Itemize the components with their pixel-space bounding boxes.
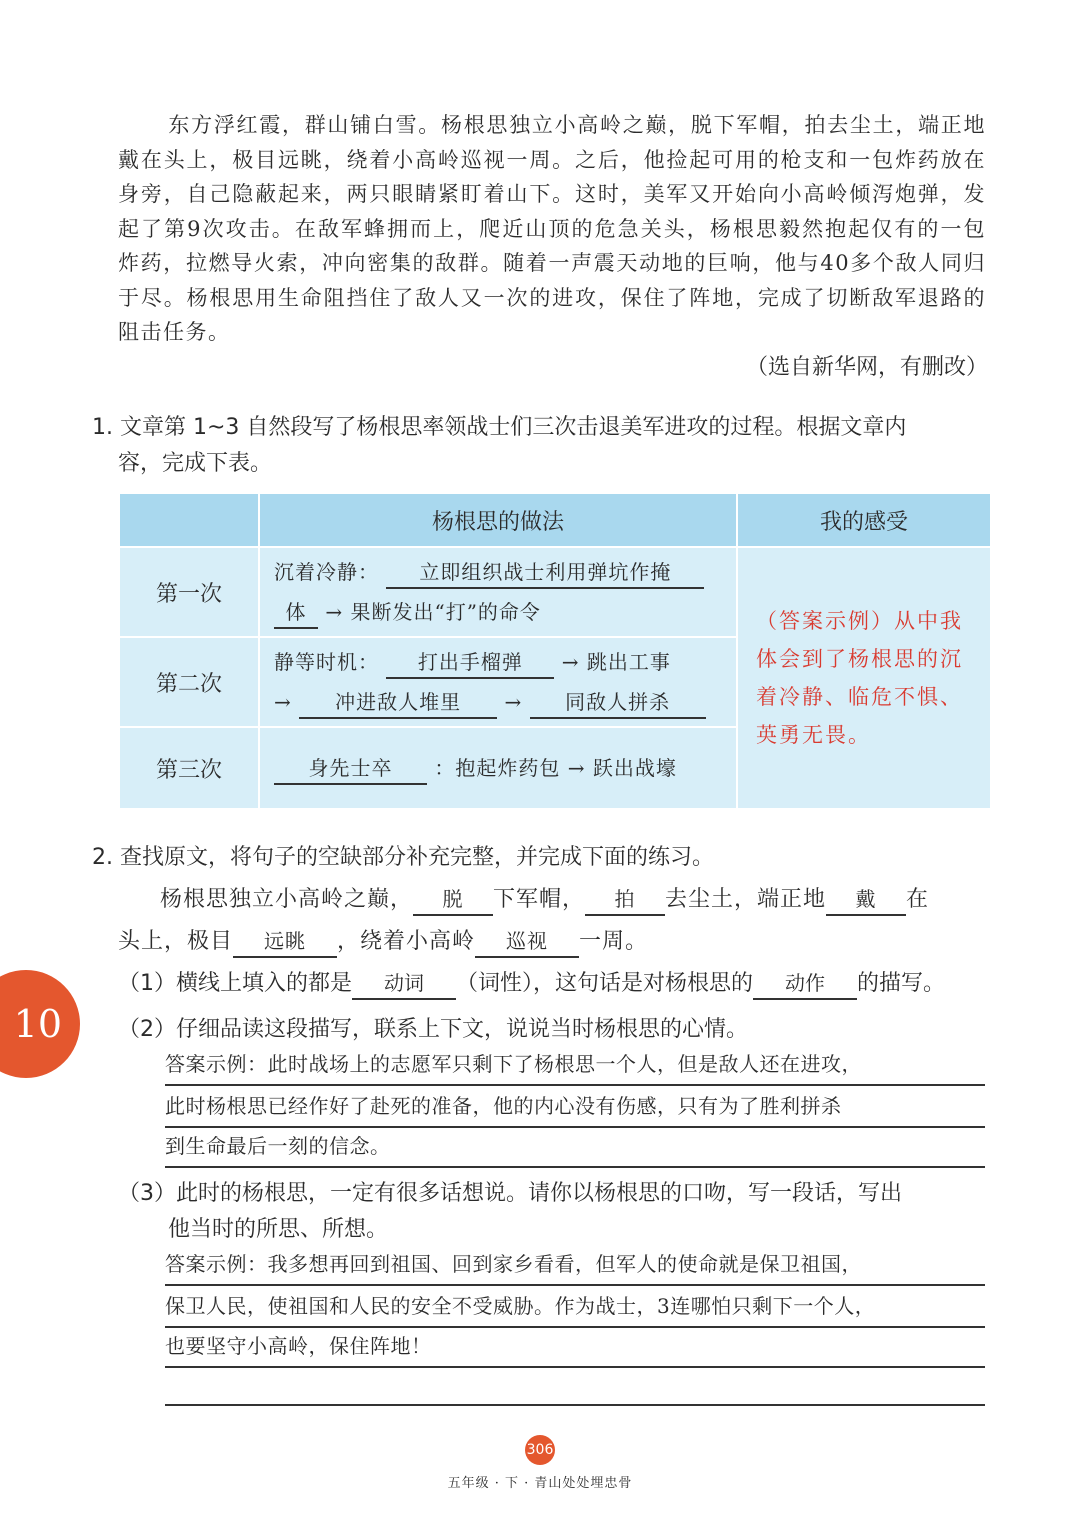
arrow-icon: → bbox=[274, 690, 292, 714]
cloze-line-1 bbox=[160, 882, 929, 916]
cloze-text: 在 bbox=[906, 887, 930, 912]
sub-text: （词性），这句话是对杨根思的 bbox=[456, 971, 754, 996]
unit-tab-badge: 10 bbox=[0, 970, 80, 1078]
answer-blank: 身先士卒 bbox=[274, 753, 427, 785]
cloze-text: 去尘土，端正地 bbox=[665, 887, 827, 912]
cloze-text: ，绕着小高岭 bbox=[337, 929, 476, 954]
answer-blank: 同敌人拼杀 bbox=[530, 687, 706, 719]
question-1-line-1: 1. 文章第 1~3 自然段写了杨根思率领战士们三次击退美军进攻的过程。根据文章内 bbox=[92, 415, 907, 440]
cloze-blank: 戴 bbox=[826, 884, 906, 916]
sub-question-3-line-2: 他当时的所思、所想。 bbox=[168, 1217, 389, 1242]
cloze-text: 头上，极目 bbox=[118, 929, 234, 954]
answer-line: 答案示例：此时战场上的志愿军只剩下了杨根思一个人，但是敌人还在进攻， bbox=[165, 1044, 985, 1086]
sub-question-2-prompt: （2）仔细品读这段描写，联系上下文，说说当时杨根思的心情。 bbox=[118, 1017, 748, 1042]
row-method bbox=[259, 727, 737, 809]
method-mid: → 跳出工事 bbox=[561, 650, 671, 674]
answer-line: 到生命最后一刻的信念。 bbox=[165, 1126, 985, 1168]
cloze-blank: 脱 bbox=[413, 884, 493, 916]
answer-line: 答案示例：我多想再回到祖国、回到家乡看看，但军人的使命就是保卫祖国， bbox=[165, 1244, 985, 1286]
row-method bbox=[259, 547, 737, 637]
table-header-feeling: 我的感受 bbox=[737, 493, 991, 547]
passage-paragraph: 东方浮红霞，群山铺白雪。杨根思独立小高岭之巅，脱下军帽，拍去尘土，端正地戴在头上，极目远眺，绕着小高岭巡视一周。之后，他捡起可用的枪支和一包炸药放在身旁，自己隐蔽起来，两只眼睛紧盯着山下。这时，美军又开始向小高岭倾泻炮弹，发起了第9次攻击。在敌军蜂拥而上，爬近山顶的危急关头，杨根思毅然抱起仅有的一包炸药，拉燃导火索，冲向密集的敌群。随着一声震天动地的巨响，他与40多个敌人同归于尽。杨根思用生命阻挡住了敌人又一次的进攻，保住了阵地，完成了切断敌军退路的阻击任务。 bbox=[118, 113, 986, 344]
table-header-row bbox=[119, 493, 991, 547]
sub-blank: 动词 bbox=[352, 968, 456, 1000]
question-1 bbox=[92, 410, 992, 482]
page-footer: 五年级 · 下 · 青山处处埋忠骨 bbox=[447, 1476, 633, 1491]
row-label: 第二次 bbox=[119, 637, 259, 727]
cloze-line-2 bbox=[118, 924, 648, 958]
table-row bbox=[119, 547, 991, 637]
sub-blank: 动作 bbox=[753, 968, 857, 1000]
sub-text: 的描写。 bbox=[857, 971, 946, 996]
method-lead: 静等时机： bbox=[274, 650, 379, 674]
row-label: 第三次 bbox=[119, 727, 259, 809]
answer-table bbox=[118, 492, 992, 810]
sub-question-1 bbox=[118, 966, 998, 1002]
sub-question-3-line-1: （3）此时的杨根思，一定有很多话想说。请你以杨根思的口吻，写一段话，写出 bbox=[118, 1181, 902, 1206]
answer-blank: 立即组织战士利用弹坑作掩 bbox=[386, 557, 704, 589]
answer-line: 此时杨根思已经作好了赴死的准备，他的内心没有伤感，只有为了胜利拼杀 bbox=[165, 1086, 985, 1128]
cloze-text: 一周。 bbox=[579, 929, 649, 954]
arrow-icon: → bbox=[504, 690, 523, 714]
table-header-corner bbox=[119, 493, 259, 547]
cloze-blank: 远眺 bbox=[233, 926, 337, 958]
cloze-blank: 拍 bbox=[585, 884, 665, 916]
method-lead: 沉着冷静： bbox=[274, 560, 379, 584]
method-tail: → 果断发出“打”的命令 bbox=[325, 600, 541, 624]
answer-line: 也要坚守小高岭，保住阵地！ bbox=[165, 1326, 985, 1368]
question-1-line-2: 容，完成下表。 bbox=[118, 451, 273, 476]
answer-line-blank bbox=[165, 1364, 985, 1406]
passage-text bbox=[118, 108, 986, 350]
answer-blank: 体 bbox=[274, 597, 318, 629]
answer-blank: 打出手榴弹 bbox=[386, 647, 554, 679]
answer-blank: 冲进敌人堆里 bbox=[299, 687, 497, 719]
table-header-method: 杨根思的做法 bbox=[259, 493, 737, 547]
cloze-blank: 巡视 bbox=[475, 926, 579, 958]
method-tail: ：抱起炸药包 → 跃出战壕 bbox=[434, 756, 677, 780]
answer-line: 保卫人民，使祖国和人民的安全不受威胁。作为战士，3连哪怕只剩下一个人， bbox=[165, 1286, 985, 1328]
feeling-answer: （答案示例）从中我体会到了杨根思的沉着冷静、临危不惧、英勇无畏。 bbox=[737, 547, 991, 809]
page-number-badge: 306 bbox=[525, 1435, 555, 1465]
cloze-text: 杨根思独立小高岭之巅， bbox=[160, 887, 414, 912]
question-2-title: 2. 查找原文，将句子的空缺部分补充完整，并完成下面的练习。 bbox=[92, 845, 714, 870]
cloze-text: 下军帽， bbox=[493, 887, 586, 912]
sub-question-3-prompt bbox=[118, 1176, 998, 1248]
source-citation: （选自新华网，有删改） bbox=[745, 355, 988, 380]
row-method bbox=[259, 637, 737, 727]
row-label: 第一次 bbox=[119, 547, 259, 637]
sub-text: （1）横线上填入的都是 bbox=[118, 971, 352, 996]
